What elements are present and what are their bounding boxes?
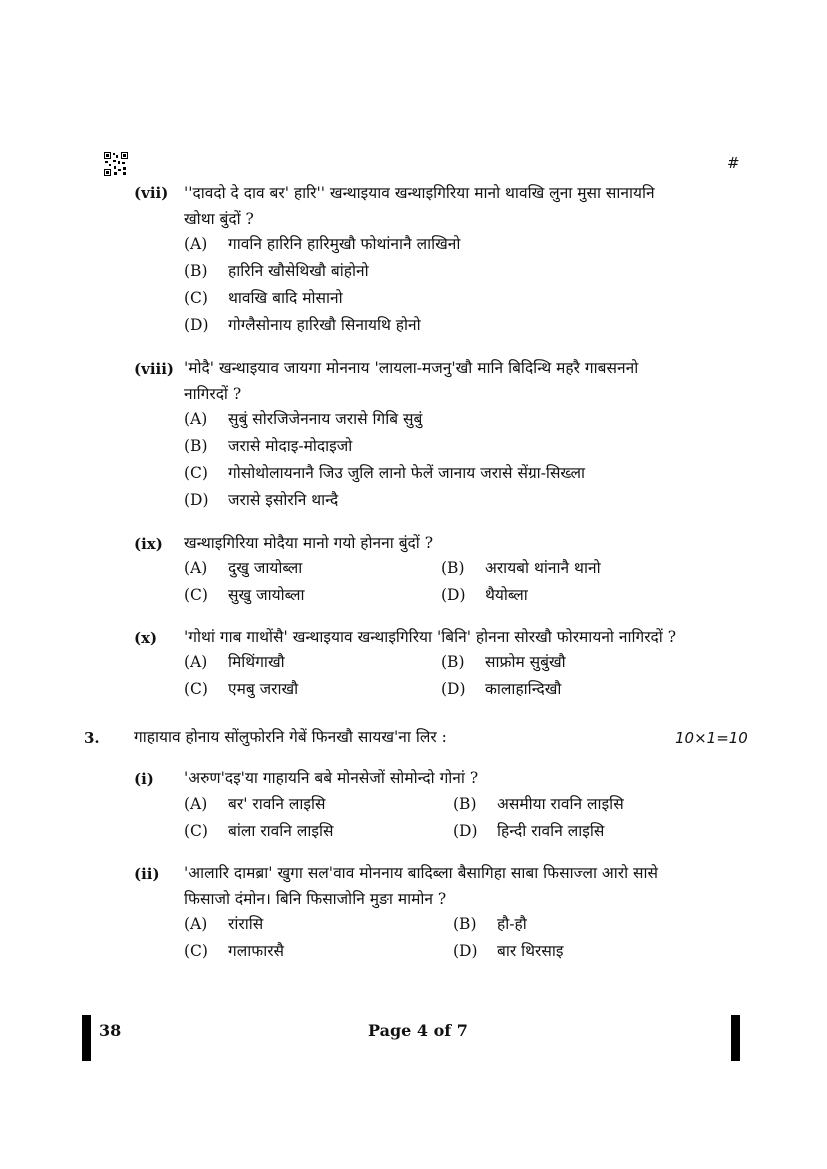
question-number: (ii) [134,865,160,883]
question-text-line: फिसाजो दंमोन। बिनि फिसाजोनि मुङा मामोन ? [184,890,447,908]
section-number: 3. [84,729,100,747]
question-text-line: खोथा बुंदों ? [184,210,254,228]
question-number: (x) [134,629,158,647]
option: (B) असमीया रावनि लाइसि [453,795,624,813]
question-text-line: नागिरदों ? [184,385,242,403]
section-instruction: गाहायाव होनाय सोंलुफोरनि गेबें फिनखौ सायख'ना लिर : [134,728,447,746]
paper-code: 38 [99,1021,122,1040]
question-text-line: 'आलारि दामब्रा' खुगा सल'वाव मोननाय बादिब्ला बैसागिहा साबा फिसाज्ला आरो सासे [184,864,659,882]
question-number: (vii) [134,184,169,202]
option: (C) गलाफारसै [184,942,285,960]
question-text [184,180,704,232]
qr-code [104,152,128,176]
option: (B) जरासे मोदाइ-मोदाइजो [184,437,353,455]
question-number: (viii) [134,360,175,378]
option: (A) बर' रावनि लाइसि [184,795,326,813]
option: (A) रांरासि [184,915,264,933]
option: (D) हिन्दी रावनि लाइसि [453,822,605,840]
option: (A) मिथिंगाखौ [184,653,285,671]
question-text-line: ''दावदो दे दाव बर' हारि'' खन्थाइयाव खन्थाइगिरिया मानो थावखि लुना मुसा सानायनि [184,184,655,202]
option: (D) जरासे इसोरनि थान्दै [184,491,339,509]
question-text: 'अरुण'दइ'या गाहायनि बबे मोनसेजों सोमोन्दो गोनां ? [184,769,479,787]
question-number: (ix) [134,535,163,553]
option: (B) साफ्रोम सुबुंखौ [441,653,566,671]
page-number: Page 4 of 7 [368,1021,468,1040]
question-number: (i) [134,770,154,788]
option: (D) गोग्लैसोनाय हारिखौ सिनायथि होनो [184,316,421,334]
question-text-line: 'मोदै' खन्थाइयाव जायगा मोननाय 'लायला-मजनु'खौ मानि बिदिन्थि महरै गाबसननो [184,359,639,377]
page-marker: # [727,154,740,172]
option: (A) दुखु जायोब्ला [184,559,303,577]
question-text [184,355,704,407]
option: (C) थावखि बादि मोसानो [184,289,343,307]
question-text: खन्थाइगिरिया मोदैया मानो गयो होनना बुंदों ? [184,534,434,552]
footer-left-bar [82,1015,91,1061]
question-text [184,860,704,912]
option: (D) थैयोब्ला [441,586,528,604]
section-marks: 10×1=10 [675,729,748,747]
footer-right-bar [731,1015,740,1061]
option: (A) सुबुं सोरजिजेननाय जरासे गिबि सुबुं [184,410,423,428]
option: (D) बार थिरसाइ [453,942,564,960]
option: (B) हारिनि खौसेथिखौ बांहोनो [184,262,369,280]
option: (B) हौ-हौ [453,915,527,933]
question-text: 'गोथां गाब गाथोंसै' खन्थाइयाव खन्थाइगिरिया 'बिनि' होनना सोरखौ फोरमायनो नागिरदों ? [184,628,677,646]
option: (C) एमबु जराखौ [184,680,299,698]
option: (B) अरायबो थांनानै थानो [441,559,601,577]
option: (A) गावनि हारिनि हारिमुखौ फोथांनानै लाखिनो [184,235,461,253]
option: (C) गोसोथोलायनानै जिउ जुलि लानो फेलें जानाय जरासे सेंग्रा-सिख्ला [184,464,585,482]
option: (C) सुखु जायोब्ला [184,586,305,604]
option: (C) बांला रावनि लाइसि [184,822,334,840]
option: (D) कालाहान्दिखौ [441,680,562,698]
